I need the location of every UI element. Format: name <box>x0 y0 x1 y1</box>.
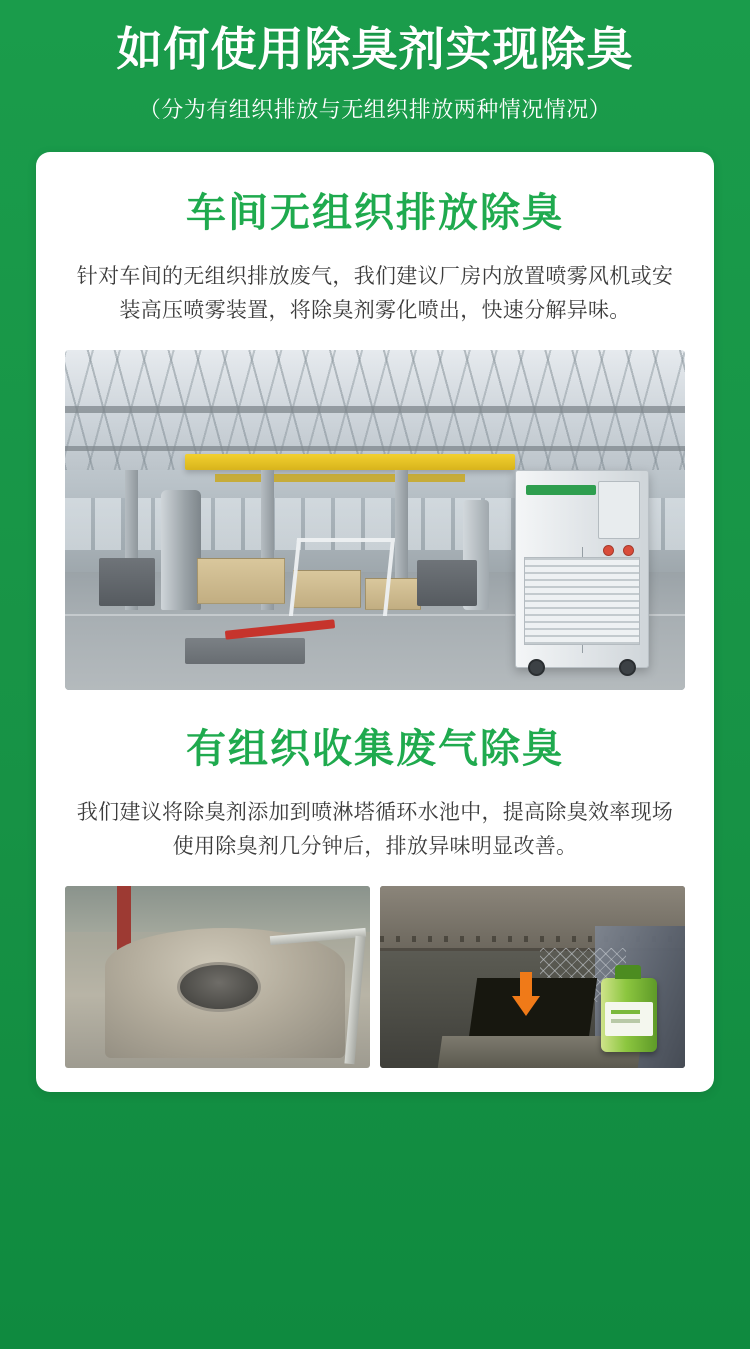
deodorant-bottle <box>601 978 657 1052</box>
ceiling-beam <box>65 406 685 413</box>
control-knob <box>623 545 634 556</box>
scrubber-pool-photo <box>65 886 370 1068</box>
section-desc-2: 我们建议将除臭剂添加到喷淋塔循环水池中，提高除臭效率现场使用除臭剂几分钟后，排放异味明显改善。 <box>76 801 674 859</box>
tank-manhole-cover <box>177 962 261 1012</box>
control-panel <box>598 481 640 539</box>
background-wall <box>65 886 370 932</box>
pallet-stack <box>197 558 285 604</box>
control-knob <box>603 545 614 556</box>
dosing-point-photo <box>380 886 685 1068</box>
workshop-photo-image <box>65 350 685 690</box>
bottle-cap <box>615 965 641 979</box>
machine-unit <box>99 558 155 606</box>
vent-grille <box>524 557 640 645</box>
arrow-shaft <box>520 972 532 998</box>
poster-header <box>0 0 750 124</box>
vertical-tank <box>161 490 201 610</box>
vertical-pipe <box>344 936 365 1064</box>
page-subtitle: （分为有组织排放与无组织排放两种情况情况） <box>138 97 612 123</box>
white-gantry-frame <box>289 538 395 616</box>
section-title-2: 有组织收集废气除臭 <box>186 727 564 772</box>
down-arrow-icon <box>512 972 540 1016</box>
section-desc-1: 针对车间的无组织排放废气，我们建议厂房内放置喷雾风机或安装高压喷雾装置，将除臭剂雾化喷出，快速分解异味。 <box>76 265 674 323</box>
arrow-head <box>512 996 540 1016</box>
machine-brand-label <box>526 485 596 495</box>
bottle-label <box>605 1002 653 1036</box>
overhead-crane <box>185 454 515 470</box>
deodorizing-spray-machine <box>515 470 649 668</box>
section-title-1: 车间无组织排放除臭 <box>186 191 564 236</box>
crane-rail <box>215 474 465 482</box>
ceiling-beam <box>65 446 685 451</box>
page-title: 如何使用除臭剂实现除臭 <box>116 23 634 75</box>
workshop-photo <box>65 350 685 690</box>
site-photo-row <box>65 886 685 1068</box>
floor-panel <box>185 638 305 664</box>
content-card <box>36 152 714 1092</box>
machine-unit <box>417 560 477 606</box>
